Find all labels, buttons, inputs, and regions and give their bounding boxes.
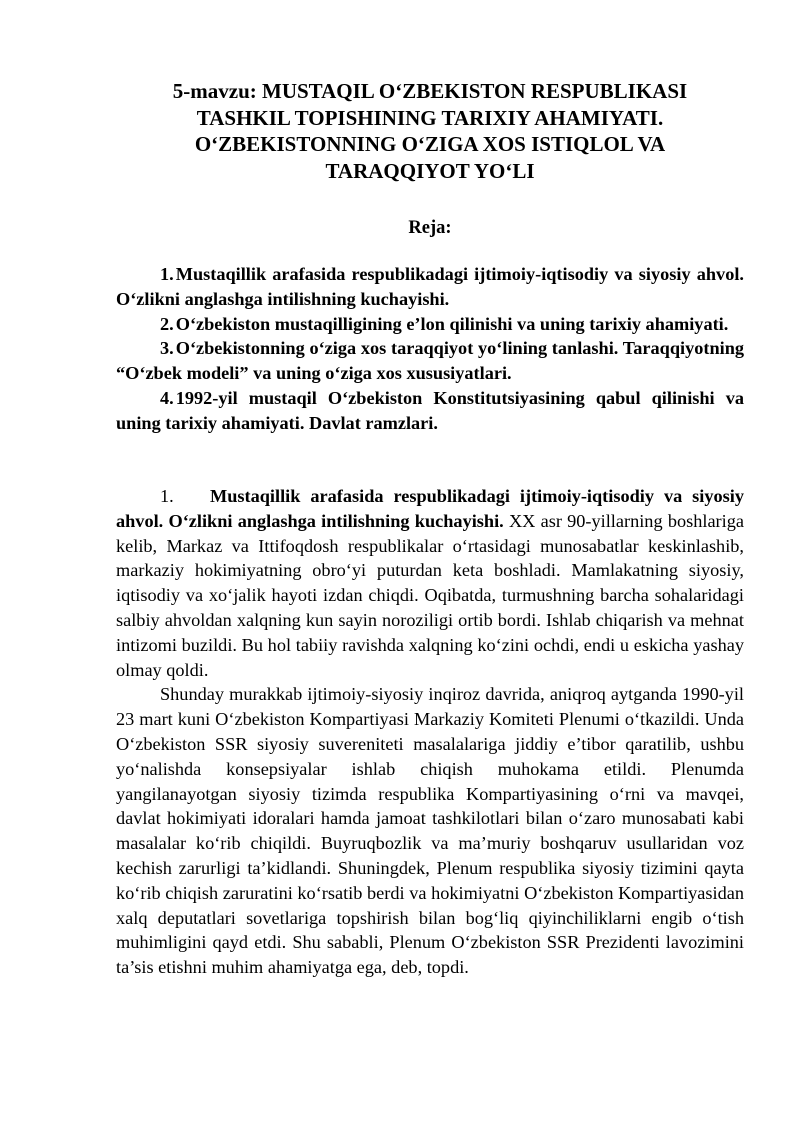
section-heading: Mustaqillik arafasida respublikadagi ijtimoiy-iqtisodiy va siyosiy ahvol. O‘zlikni anglashga intilishning kuchayishi. <box>116 486 744 531</box>
plan-item-text: Mustaqillik arafasida respublikadagi ijtimoiy-iqtisodiy va siyosiy ahvol. O‘zlikni anglashga intilishning kuchayishi. <box>116 264 744 309</box>
section-body <box>116 484 744 980</box>
plan-item-text: 1992-yil mustaqil O‘zbekiston Konstitutsiyasining qabul qilinishi va uning tarixiy ahamiyati. Davlat ramzlari. <box>116 387 744 433</box>
plan-list <box>116 262 744 436</box>
plan-item <box>116 262 744 312</box>
plan-item <box>116 336 744 386</box>
section-paragraph-2: Shunday murakkab ijtimoiy-siyosiy inqiroz davrida, aniqroq aytganda 1990-yil 23 mart kuni O‘zbekiston Kompartiyasi Markaziy Komiteti Plenumi o‘tkazildi. Unda O‘zbekiston SSR siyosiy suvereniteti masalalariga jiddiy e’tibor qaratilib, ushbu yo‘nalishda konsepsiyalar ishlab chiqish muhokama etildi. Plenumda yangilanayotgan siyosiy tizimda respublika Kompartiyasining o‘rni va mavqei, davlat hokimiyati idoralari hamda jamoat tashkilotlari bilan o‘zaro munosabati kabi masalalar ko‘rib chiqildi. Buyruqbozlik va ma’muriy boshqaruv usullaridan voz kechish zarurligi ta’kidlandi. Shuningdek, Plenum respublika siyosiy tizimini qayta ko‘rib chiqish zaruratini ko‘rsatib berdi va hokimiyatni O‘zbekiston Kompartiyasidan xalq deputatlari sovetlariga topshirish bilan bog‘liq qiyinchiliklarni engib o‘tish muhimligini qayd etdi. Shu sababli, Plenum O‘zbekiston SSR Prezidenti lavozimini ta’sis etishni muhim ahamiyatga ega, deb, topdi. <box>116 684 744 978</box>
title-line-3: O‘ZBEKISTONNING O‘ZIGA XOS ISTIQLOL VA <box>194 132 666 156</box>
plan-item <box>116 312 744 337</box>
plan-item-number: 4. <box>160 387 174 408</box>
section-paragraph-1 <box>116 484 744 682</box>
plan-item-number: 3. <box>160 338 174 359</box>
paragraph-text: XX asr 90-yillarning boshlariga kelib, Markaz va Ittifoqdosh respublikalar o‘rtasidagi munosabatlar keskinlashib, markaziy hokimiyatning obro‘yi puturdan keta boshladi. Mamlakatning siyosiy, iqtisodiy va xo‘jalik hayoti izdan chiqdi. Oqibatda, turmushning barcha sohalaridagi salbiy ahvoldan xalqning kun sayin noroziligi ortib bordi. Ishlab chiqarish va mehnat intizomi buzildi. Bu hol tabiiy ravishda xalqning ko‘zini ochdi, endi u eskicha yashay olmay qoldi. <box>116 510 744 680</box>
section-number: 1. <box>160 486 174 506</box>
plan-item-number: 1. <box>160 264 174 284</box>
plan-item-number: 2. <box>160 313 174 334</box>
title-line-4: TARAQQIYOT YO‘LI <box>325 158 535 183</box>
title-line-1: 5-mavzu: MUSTAQIL O‘ZBEKISTON RESPUBLIKASI <box>172 79 688 103</box>
plan-item-text: O‘zbekiston mustaqilligining e’lon qilinishi va uning tarixiy ahamiyati. <box>175 313 729 334</box>
plan-item <box>116 386 744 436</box>
plan-heading: Reja: <box>408 218 452 238</box>
page-title <box>116 78 744 184</box>
title-line-2: TASHKIL TOPISHINING TARIXIY AHAMIYATI. <box>196 105 664 130</box>
plan-item-text: O‘zbekistonning o‘ziga xos taraqqiyot yo‘lining tanlashi. Taraqqiyotning “O‘zbek modeli” va uning o‘ziga xos xususiyatlari. <box>116 338 744 384</box>
